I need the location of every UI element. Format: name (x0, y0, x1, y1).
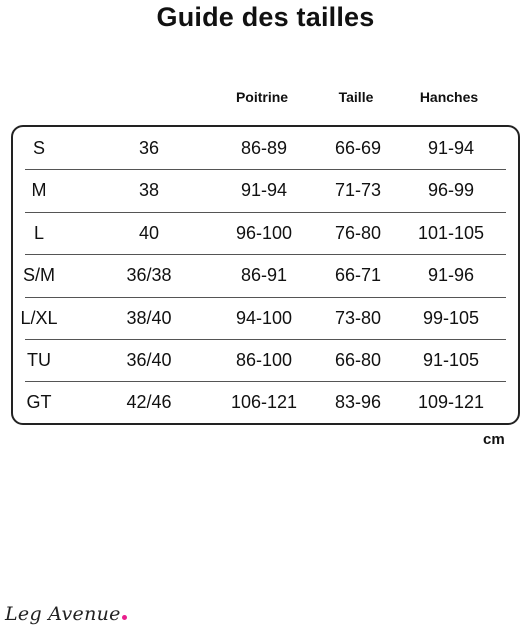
cell-poitrine: 96-100 (235, 223, 293, 243)
cell-eu-size: 40 (138, 223, 160, 243)
cell-taille: 71-73 (334, 180, 382, 200)
table-row (13, 381, 518, 423)
cell-size: TU (27, 350, 51, 370)
cell-eu-size: 38/40 (126, 308, 172, 328)
cell-poitrine: 86-89 (240, 138, 288, 158)
table-row (13, 297, 518, 339)
table-row (13, 339, 518, 381)
cell-hanches: 96-99 (427, 180, 475, 200)
cell-eu-size: 38 (138, 180, 160, 200)
cell-hanches: 101-105 (417, 223, 485, 243)
cell-taille: 66-71 (334, 265, 382, 285)
column-headers (0, 89, 531, 109)
cell-size: L (33, 223, 45, 243)
cell-taille: 73-80 (334, 308, 382, 328)
cell-size: L/XL (20, 308, 58, 328)
cell-size: S (32, 138, 46, 158)
brand-logo-text: Leg Avenue (5, 603, 121, 625)
cell-eu-size: 42/46 (126, 392, 172, 412)
cell-taille: 76-80 (334, 223, 382, 243)
cell-size: S/M (22, 265, 56, 285)
cell-hanches: 109-121 (417, 392, 485, 412)
table-row (13, 169, 518, 211)
header-taille: Taille (338, 89, 374, 105)
table-row (13, 254, 518, 296)
cell-hanches: 91-105 (422, 350, 480, 370)
unit-label: cm (483, 431, 505, 448)
table-row (13, 212, 518, 254)
cell-poitrine: 86-100 (235, 350, 293, 370)
logo-heart-icon (122, 615, 127, 620)
cell-hanches: 99-105 (422, 308, 480, 328)
cell-poitrine: 91-94 (240, 180, 288, 200)
cell-size: M (31, 180, 47, 200)
cell-poitrine: 94-100 (235, 308, 293, 328)
page-title: Guide des tailles (156, 2, 375, 32)
header-poitrine: Poitrine (235, 89, 289, 105)
header-hanches: Hanches (419, 89, 479, 105)
cell-size: GT (26, 392, 52, 412)
cell-hanches: 91-96 (427, 265, 475, 285)
cell-hanches: 91-94 (427, 138, 475, 158)
cell-poitrine: 106-121 (230, 392, 298, 412)
cell-eu-size: 36/40 (126, 350, 172, 370)
cell-eu-size: 36 (138, 138, 160, 158)
size-table (11, 125, 520, 425)
cell-taille: 83-96 (334, 392, 382, 412)
cell-poitrine: 86-91 (240, 265, 288, 285)
cell-eu-size: 36/38 (126, 265, 172, 285)
brand-logo (5, 603, 127, 625)
cell-taille: 66-69 (334, 138, 382, 158)
cell-taille: 66-80 (334, 350, 382, 370)
table-row (13, 127, 518, 169)
